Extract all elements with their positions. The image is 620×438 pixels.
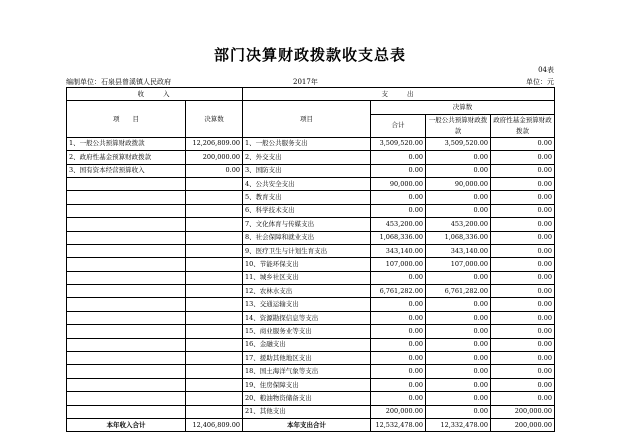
expense-total: 90,000.00 [371,177,426,190]
expense-total-label: 本年支出合计 [243,418,371,431]
expense-item: 10、节能环保支出 [243,258,371,271]
table-row [67,378,555,391]
expense-fund-total: 200,000.00 [491,418,555,431]
expense-total: 453,200.00 [371,218,426,231]
expense-item: 16、金融支出 [243,338,371,351]
expense-fund: 0.00 [491,137,555,150]
report-year: 2017年 [293,78,318,86]
expense-total: 6,761,282.00 [371,285,426,298]
expense-general: 0.00 [426,271,491,284]
form-number: 04表 [538,66,554,74]
income-item [67,191,186,204]
expense-general: 0.00 [426,151,491,164]
general-budget-header: 一般公共预算财政拨款 [426,114,491,137]
fund-budget-header: 政府性基金预算财政拨款 [491,114,555,137]
table-row [67,405,555,418]
table-row [67,365,555,378]
table-row [67,204,555,217]
expense-fund: 0.00 [491,151,555,164]
income-amount [186,378,243,391]
expense-general: 107,000.00 [426,258,491,271]
income-amount-header: 决算数 [186,101,243,137]
expense-item: 15、商业服务业等支出 [243,325,371,338]
income-amount [186,338,243,351]
income-amount [186,244,243,257]
income-amount [186,365,243,378]
income-item [67,338,186,351]
expense-fund: 0.00 [491,231,555,244]
income-amount: 200,000.00 [186,151,243,164]
expense-item: 21、其他支出 [243,405,371,418]
income-item [67,405,186,418]
expense-fund: 0.00 [491,392,555,405]
table-row [67,352,555,365]
expense-total: 0.00 [371,338,426,351]
income-amount [186,352,243,365]
table-row [67,218,555,231]
income-item [67,392,186,405]
expense-item: 5、教育支出 [243,191,371,204]
expense-item: 18、国土海洋气象等支出 [243,365,371,378]
expense-total: 0.00 [371,191,426,204]
income-amount [186,177,243,190]
income-item [67,311,186,324]
expense-item: 9、医疗卫生与计划生育支出 [243,244,371,257]
table-row [67,164,555,177]
expense-total: 0.00 [371,392,426,405]
expense-fund: 0.00 [491,325,555,338]
expense-total: 0.00 [371,204,426,217]
income-amount [186,298,243,311]
table-row [67,137,555,150]
expense-item: 7、文化体育与传媒支出 [243,218,371,231]
income-amount [186,325,243,338]
table-row [67,285,555,298]
income-amount [186,405,243,418]
table-row [67,177,555,190]
income-item [67,365,186,378]
expense-total: 0.00 [371,298,426,311]
table-row [67,338,555,351]
income-item [67,244,186,257]
expense-item-header: 项目 [243,101,371,137]
expense-fund: 0.00 [491,352,555,365]
income-item [67,271,186,284]
expense-header: 支 出 [243,88,555,101]
expense-fund: 0.00 [491,298,555,311]
expense-general: 453,200.00 [426,218,491,231]
expense-final-header: 决算数 [371,101,555,114]
expense-grand-total: 12,532,478.00 [371,418,426,431]
income-item [67,352,186,365]
expense-total: 0.00 [371,325,426,338]
income-amount [186,258,243,271]
expense-fund: 0.00 [491,338,555,351]
expense-fund: 0.00 [491,258,555,271]
income-amount [186,271,243,284]
expense-fund: 0.00 [491,244,555,257]
expense-item: 4、公共安全支出 [243,177,371,190]
table-row [67,325,555,338]
expense-fund: 0.00 [491,177,555,190]
expense-total: 3,509,520.00 [371,137,426,150]
income-amount: 12,206,809.00 [186,137,243,150]
expense-item: 20、粮油物资储备支出 [243,392,371,405]
expense-general: 3,509,520.00 [426,137,491,150]
income-total-amount: 12,406,809.00 [186,418,243,431]
expense-general: 0.00 [426,392,491,405]
expense-general: 0.00 [426,164,491,177]
expense-general: 343,140.00 [426,244,491,257]
table-row [67,392,555,405]
expense-general: 0.00 [426,378,491,391]
income-amount [186,285,243,298]
expense-general: 0.00 [426,325,491,338]
expense-item: 8、社会保障和就业支出 [243,231,371,244]
expense-fund: 0.00 [491,378,555,391]
income-item [67,204,186,217]
expense-general: 0.00 [426,338,491,351]
income-item [67,325,186,338]
expense-fund: 0.00 [491,365,555,378]
expense-total: 0.00 [371,311,426,324]
income-amount [186,392,243,405]
income-amount [186,204,243,217]
expense-general: 90,000.00 [426,177,491,190]
expense-item: 3、国防支出 [243,164,371,177]
expense-fund: 0.00 [491,285,555,298]
expense-fund: 0.00 [491,311,555,324]
income-amount [186,311,243,324]
expense-general: 6,761,282.00 [426,285,491,298]
income-header: 收 入 [67,88,243,101]
expense-fund: 0.00 [491,271,555,284]
income-item [67,258,186,271]
expense-item: 14、资源勘探信息等支出 [243,311,371,324]
income-item [67,298,186,311]
expense-total: 0.00 [371,271,426,284]
expense-general: 0.00 [426,311,491,324]
income-item [67,378,186,391]
expense-total: 107,000.00 [371,258,426,271]
income-amount [186,218,243,231]
income-amount: 0.00 [186,164,243,177]
expense-item: 19、住房保障支出 [243,378,371,391]
income-item: 3、国有资本经营预算收入 [67,164,186,177]
income-item-header: 项 目 [67,101,186,137]
expense-total: 1,068,336.00 [371,231,426,244]
total-header: 合计 [371,114,426,137]
expense-item: 6、科学技术支出 [243,204,371,217]
budget-table [66,87,555,432]
income-total-label: 本年收入合计 [67,418,186,431]
expense-fund: 0.00 [491,164,555,177]
expense-total: 0.00 [371,365,426,378]
expense-general-total: 12,332,478.00 [426,418,491,431]
expense-general: 1,068,336.00 [426,231,491,244]
table-row [67,271,555,284]
totals-row [67,418,555,431]
page-title: 部门决算财政拨款收支总表 [213,46,406,64]
expense-item: 17、援助其他地区支出 [243,352,371,365]
table-row [67,244,555,257]
compiling-unit: 编制单位：石泉县曾溪镇人民政府 [66,78,171,86]
expense-general: 0.00 [426,405,491,418]
expense-item: 12、农林水支出 [243,285,371,298]
income-amount [186,231,243,244]
expense-total: 0.00 [371,151,426,164]
expense-general: 0.00 [426,365,491,378]
table-row [67,311,555,324]
expense-general: 0.00 [426,298,491,311]
table-row [67,258,555,271]
table-row [67,231,555,244]
expense-item: 1、一般公共服务支出 [243,137,371,150]
expense-total: 0.00 [371,378,426,391]
income-item [67,218,186,231]
income-item [67,285,186,298]
table-row [67,191,555,204]
expense-item: 11、城乡社区支出 [243,271,371,284]
expense-general: 0.00 [426,204,491,217]
expense-total: 200,000.00 [371,405,426,418]
income-amount [186,191,243,204]
expense-total: 0.00 [371,352,426,365]
expense-fund: 0.00 [491,204,555,217]
expense-total: 0.00 [371,164,426,177]
income-item: 1、一般公共预算财政拨款 [67,137,186,150]
expense-fund: 0.00 [491,191,555,204]
expense-total: 343,140.00 [371,244,426,257]
expense-general: 0.00 [426,191,491,204]
income-item [67,177,186,190]
expense-general: 0.00 [426,352,491,365]
table-row [67,298,555,311]
income-item [67,231,186,244]
currency-unit: 单位：元 [526,78,554,86]
expense-item: 2、外交支出 [243,151,371,164]
expense-fund: 0.00 [491,218,555,231]
expense-fund: 200,000.00 [491,405,555,418]
expense-item: 13、交通运输支出 [243,298,371,311]
income-item: 2、政府性基金预算财政拨款 [67,151,186,164]
table-row [67,151,555,164]
